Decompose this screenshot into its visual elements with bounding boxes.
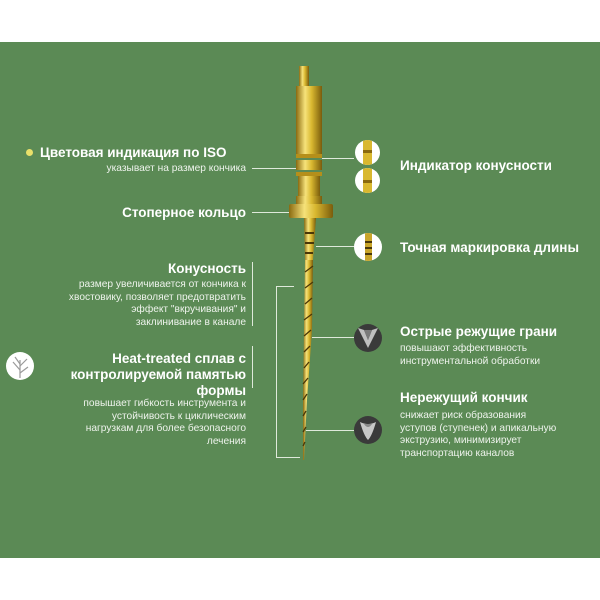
taper-indicator-icon-bottom [355,168,380,193]
taper-indicator-title: Индикатор конусности [400,158,552,173]
length-marking-icon [354,233,382,261]
non-cutting-tip-description [400,410,595,460]
non-cutting-tip-icon [354,416,382,444]
file-handle [296,86,322,154]
alloy-title [40,351,246,399]
cutting-edges-description-line: инструментальной обработки [400,355,541,367]
taper-description-line: заклинивание в канале [135,316,246,328]
color-indicator-dot [26,149,33,156]
connector-taper-bottom [276,457,300,458]
non-cutting-tip-description-line: транспортацию каналов [400,447,515,459]
connector-length [316,246,354,247]
connector-color [252,168,296,169]
cutting-edges-title: Острые режущие грани [400,324,558,339]
non-cutting-tip-title: Нережущий кончик [400,390,528,405]
connector-alloy-label [252,346,253,388]
alloy-title-line: формы [196,383,246,398]
color-indicator-subtitle: указывает на размер кончика [106,163,246,174]
file-shank-tip [299,66,309,86]
non-cutting-tip-description-line: снижает риск образования [400,410,527,421]
connector-edges [312,337,354,338]
stopper-ring [289,204,333,218]
length-marking-title: Точная маркировка длины [400,240,579,255]
connector-tip [306,430,354,431]
alloy-description-line: устойчивость к циклическим [111,410,246,422]
taper-title: Конусность [168,261,246,276]
taper-description-line: хвостовику, позволяет предотвратить [68,291,246,303]
connector-taper-bracket [276,286,277,458]
connector-taper-indicator [322,158,354,159]
alloy-branch-icon [6,352,34,380]
taper-description [40,279,246,329]
cutting-edges-description [400,343,595,368]
connector-stopper [252,212,289,213]
alloy-description-line: повышает гибкость инструмента и [83,398,246,409]
cutting-edges-description-line: повышают эффективность [400,343,527,354]
alloy-title-line: Heat-treated сплав с [112,351,246,366]
taper-indicator-icon-top [355,140,380,165]
connector-taper-label [252,262,253,326]
alloy-title-line: контролируемой памятью [70,367,246,382]
taper-description-line: размер увеличивается от кончика к [78,279,246,290]
alloy-description-line: лечения [206,435,246,447]
non-cutting-tip-description-line: экструзию, минимизирует [400,435,522,446]
cutting-edges-icon [354,324,382,352]
color-indicator-title: Цветовая индикация по ISO [40,145,227,160]
stopper-title: Стоперное кольцо [122,205,246,220]
connector-taper-top [276,286,294,287]
non-cutting-tip-description-line: уступов (ступенек) и апикальную [400,422,557,434]
taper-description-line: эффект "вкручивания" и [131,304,246,315]
alloy-description [40,398,246,448]
alloy-description-line: нагрузкам для более безопасного [85,423,246,434]
